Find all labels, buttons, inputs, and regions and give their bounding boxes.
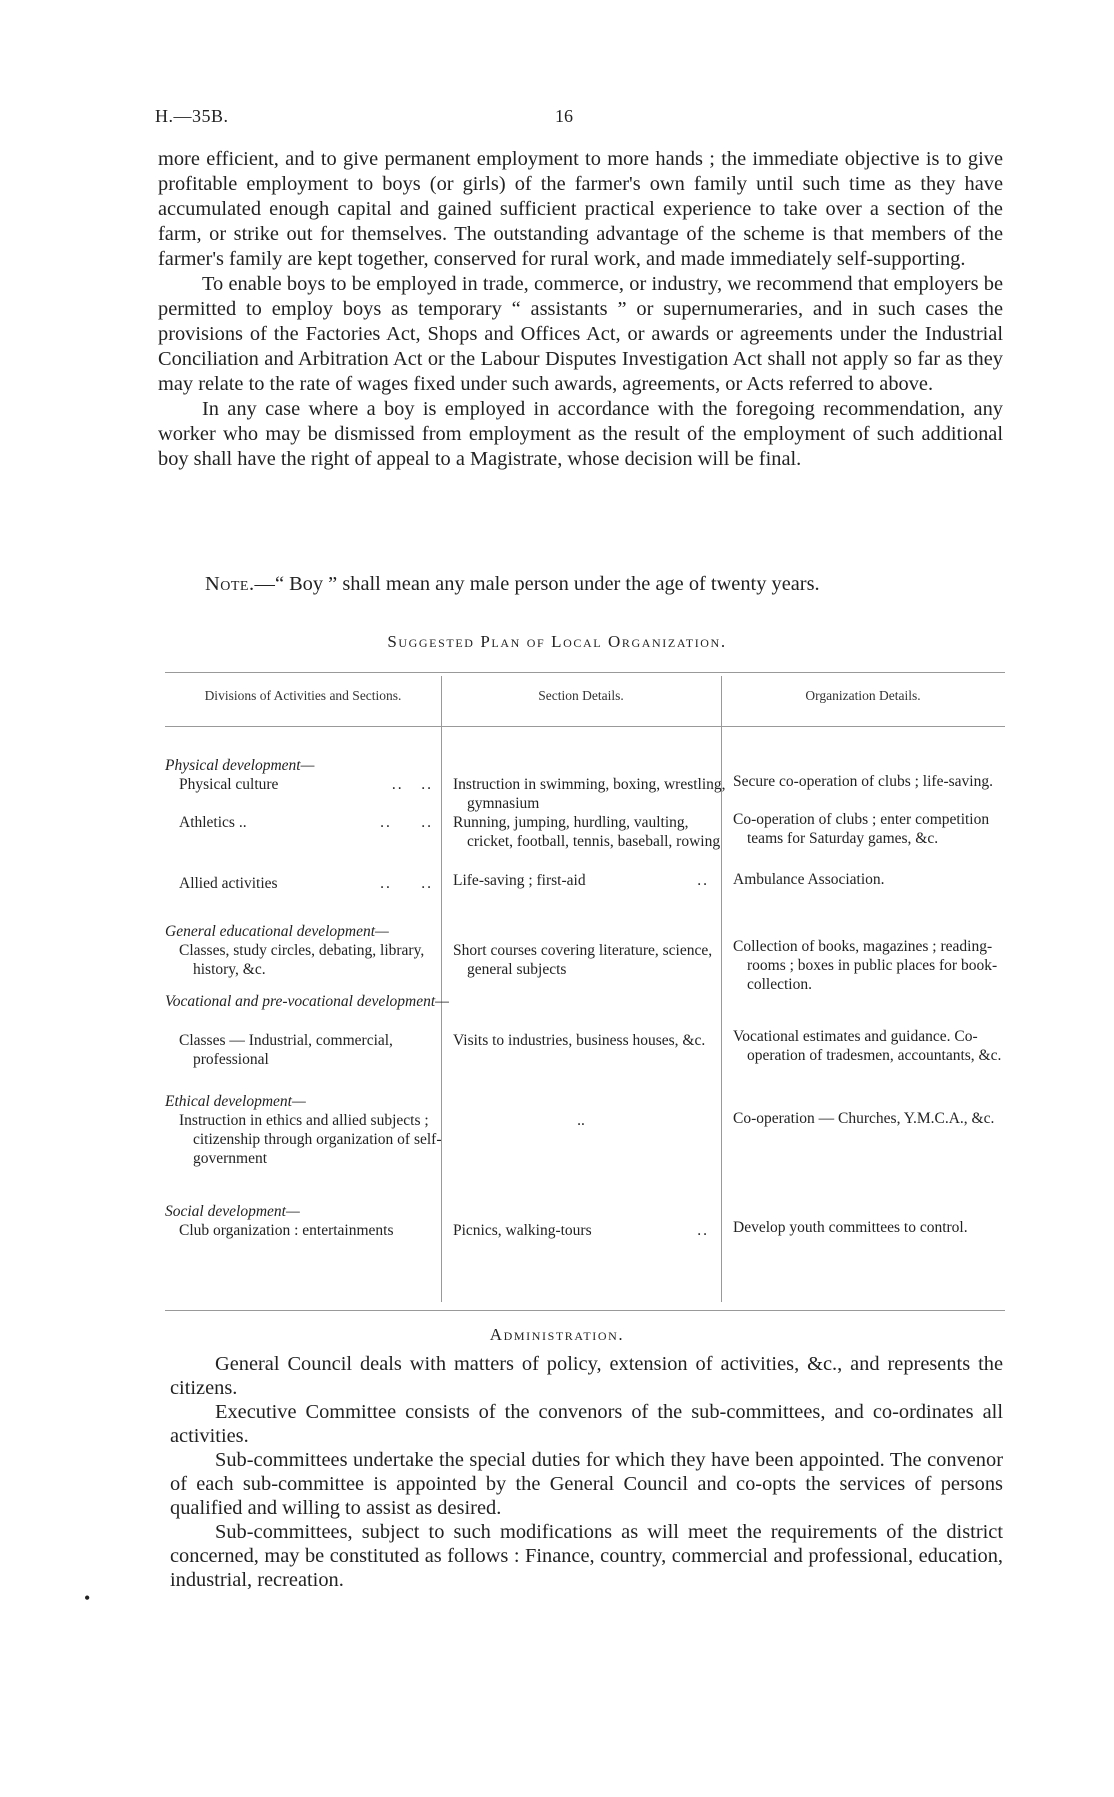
paragraph-appeal-right: In any case where a boy is employed in accordance with the foregoing recommendation, any worker who may be dismissed from employment as the result of the employment of such additional boy shall have the right of appeal to a Magistrate, whose decision will be final. (158, 398, 1003, 470)
detail-text: Picnics, walking-tours (453, 1222, 592, 1239)
detail-allied-activities (453, 871, 713, 890)
detail-athletics: Running, jumping, hurdling, vaulting, cricket, football, tennis, baseball, rowing (453, 814, 721, 850)
section-athletics (179, 813, 437, 832)
heading-general-educational-development: General educational development— (165, 923, 389, 940)
table-bottom-rule (165, 1310, 1005, 1311)
org-ethical: Co-operation — Churches, Y.M.C.A., &c. (733, 1110, 995, 1127)
note-label: Note. (205, 573, 255, 595)
heading-vocational-development: Vocational and pre-vocational development— (165, 993, 449, 1010)
admin-sub-committees-duties: Sub-committees undertake the special duties for which they have been appointed. The convenor of each sub-committee is appointed by the General Council and co-opts the services of persons qualified and willing to assist as desired. (170, 1449, 1003, 1519)
page-header (155, 106, 1005, 136)
detail-physical-culture: Instruction in swimming, boxing, wrestling, gymnasium (453, 776, 726, 812)
column-header-organization-details: Organization Details. (805, 688, 921, 703)
paragraph-continuation: more efficient, and to give permanent employment to more hands ; the immediate objective is to give profitable employment to boys (or girls) of the farmer's own family until such time as they have accumulated enough capital and gained sufficient practical experience to take over a section of the farm, or strike out for themselves. The outstanding advantage of the scheme is that members of the farmer's family are kept together, conserved for rural work, and made immediately self-supporting. (158, 148, 1003, 270)
admin-general-council: General Council deals with matters of policy, extension of activities, &c., and represents the citizens. (170, 1353, 1003, 1399)
org-vocational: Vocational estimates and guidance. Co-operation of tradesmen, accountants, &c. (733, 1028, 1002, 1064)
org-physical-culture: Secure co-operation of clubs ; life-saving. (733, 773, 993, 790)
body-text (158, 147, 1003, 472)
column-divider (441, 676, 442, 1302)
detail-vocational: Visits to industries, business houses, &c. (453, 1032, 706, 1049)
leader-dots: .. .. (380, 875, 433, 892)
section-label: Physical culture (179, 776, 279, 793)
section-general-education: Classes, study circles, debating, library, history, &c. (179, 942, 425, 978)
org-allied-activities: Ambulance Association. (733, 871, 885, 888)
section-social: Club organization : entertainments (179, 1222, 394, 1239)
org-general-education: Collection of books, magazines ; reading-rooms ; boxes in public places for book-collection. (733, 938, 998, 993)
section-label: Athletics .. (179, 814, 247, 831)
section-ethical: Instruction in ethics and allied subjects ; citizenship through organization of self-government (179, 1112, 442, 1167)
page-number: 16 (555, 106, 573, 126)
organization-plan-table (165, 672, 1005, 1312)
administration-text (170, 1352, 1003, 1592)
plan-title: Suggested Plan of Local Organization. (387, 632, 727, 651)
detail-ethical: .. (577, 1112, 585, 1129)
leader-dots: .. (697, 872, 709, 889)
section-allied-activities (179, 874, 437, 893)
section-label: Allied activities (179, 875, 278, 892)
heading-social-development: Social development— (165, 1203, 300, 1220)
section-vocational: Classes — Industrial, commercial, professional (179, 1032, 393, 1068)
leader-dots: .. (697, 1222, 709, 1239)
detail-text: Life-saving ; first-aid (453, 872, 586, 889)
administration-title: Administration. (489, 1325, 625, 1344)
org-social: Develop youth committees to control. (733, 1219, 968, 1236)
column-header-divisions: Divisions of Activities and Sections. (204, 688, 402, 703)
table-header-rule (165, 726, 1005, 727)
detail-general-education: Short courses covering literature, science, general subjects (453, 942, 713, 978)
table-top-rule (165, 672, 1005, 673)
note-text: —“ Boy ” shall mean any male person under the age of twenty years. (254, 573, 820, 595)
section-physical-culture (179, 775, 437, 794)
admin-executive-committee: Executive Committee consists of the convenors of the sub-committees, and co-ordinates all activities. (170, 1401, 1003, 1447)
heading-ethical-development: Ethical development— (165, 1093, 306, 1110)
detail-social (453, 1221, 713, 1240)
leader-dots: .. .. (391, 776, 433, 793)
column-header-section-details: Section Details. (538, 688, 624, 703)
leader-dots: .. .. (380, 814, 433, 831)
column-divider (721, 676, 722, 1302)
admin-sub-committees-constitution: Sub-committees, subject to such modifications as will meet the requirements of the district concerned, may be constituted as follows : Finance, country, commercial and professional, education, industrial, recreation. (170, 1521, 1003, 1591)
document-reference: H.—35B. (155, 106, 229, 126)
stray-bullet-mark: • (84, 1588, 91, 1608)
org-athletics: Co-operation of clubs ; enter competition teams for Saturday games, &c. (733, 811, 990, 847)
paragraph-employment-recommendation: To enable boys to be employed in trade, commerce, or industry, we recommend that employers be permitted to employ boys as temporary “ assistants ” or supernumeraries, and in such cases the provisions of the Factories Act, Shops and Offices Act, or awards or agreements under the Industrial Conciliation and Arbitration Act or the Labour Disputes Investigation Act shall not apply so far as they may relate to the rate of wages fixed under such awards, agreements, or Acts referred to above. (158, 273, 1003, 395)
note (205, 572, 1005, 597)
heading-physical-development: Physical development— (165, 757, 315, 774)
